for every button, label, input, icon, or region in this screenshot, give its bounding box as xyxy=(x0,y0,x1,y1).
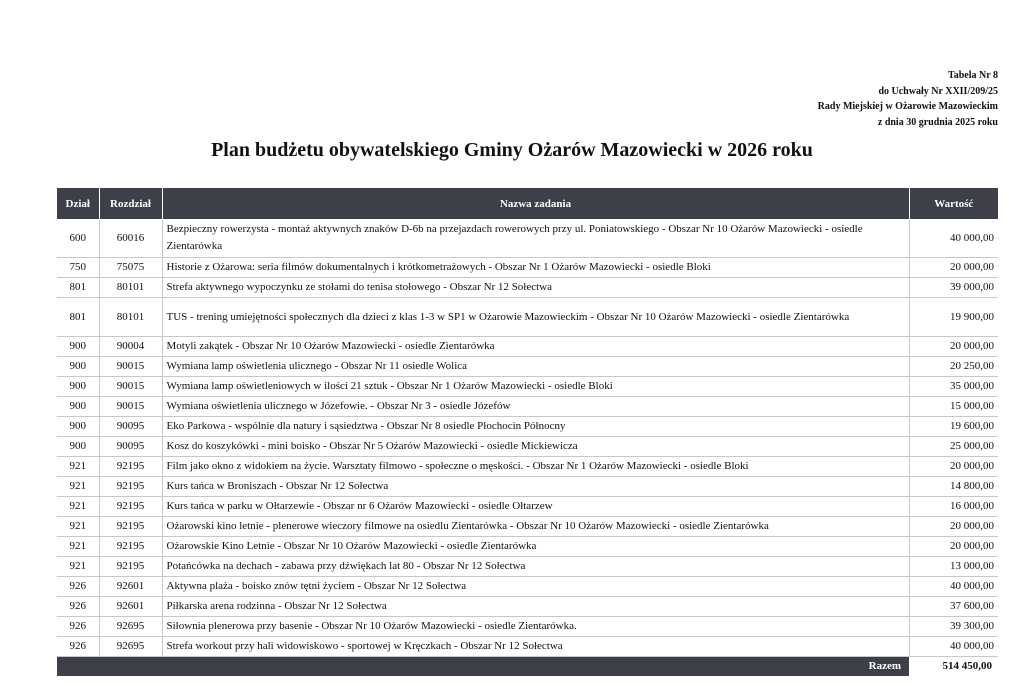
cell-rozdzial: 90015 xyxy=(99,357,162,377)
total-label: Razem xyxy=(57,657,909,677)
cell-dzial: 801 xyxy=(57,298,99,337)
cell-wartosc: 35 000,00 xyxy=(909,377,998,397)
table-row xyxy=(57,417,998,437)
cell-nazwa: Kosz do koszykówki - mini boisko - Obszar Nr 5 Ożarów Mazowiecki - osiedle Mickiewicza xyxy=(162,437,909,457)
cell-dzial: 926 xyxy=(57,577,99,597)
cell-dzial: 900 xyxy=(57,377,99,397)
cell-wartosc: 20 000,00 xyxy=(909,457,998,477)
cell-wartosc: 20 000,00 xyxy=(909,258,998,278)
cell-rozdzial: 80101 xyxy=(99,298,162,337)
cell-nazwa: Kurs tańca w parku w Ołtarzewie - Obszar nr 6 Ożarów Mazowiecki - osiedle Ołtarzew xyxy=(162,497,909,517)
cell-rozdzial: 90004 xyxy=(99,337,162,357)
cell-dzial: 900 xyxy=(57,397,99,417)
page-title: Plan budżetu obywatelskiego Gminy Ożarów Mazowiecki w 2026 roku xyxy=(211,139,813,161)
cell-nazwa: Wymiana lamp oświetleniowych w ilości 21 sztuk - Obszar Nr 1 Ożarów Mazowiecki - osiedle Bloki xyxy=(162,377,909,397)
table-row xyxy=(57,537,998,557)
column-header-wartosc: Wartość xyxy=(909,188,998,219)
cell-nazwa: TUS - trening umiejętności społecznych dla dzieci z klas 1-3 w SP1 w Ożarowie Mazowieckim - Obszar Nr 10 Ożarów Mazowiecki - osiedle Zientarówka xyxy=(162,298,909,337)
cell-dzial: 750 xyxy=(57,258,99,278)
cell-wartosc: 20 000,00 xyxy=(909,537,998,557)
cell-dzial: 600 xyxy=(57,219,99,258)
table-row xyxy=(57,298,998,337)
cell-wartosc: 20 000,00 xyxy=(909,517,998,537)
cell-rozdzial: 92195 xyxy=(99,517,162,537)
table-row xyxy=(57,517,998,537)
cell-nazwa: Film jako okno z widokiem na życie. Warsztaty filmowo - społeczne o męskości. - Obszar Nr 1 Ożarów Mazowiecki - osiedle Bloki xyxy=(162,457,909,477)
cell-dzial: 921 xyxy=(57,517,99,537)
table-row xyxy=(57,337,998,357)
cell-rozdzial: 92195 xyxy=(99,457,162,477)
cell-dzial: 921 xyxy=(57,477,99,497)
cell-nazwa: Ożarowskie Kino Letnie - Obszar Nr 10 Ożarów Mazowiecki - osiedle Zientarówka xyxy=(162,537,909,557)
cell-nazwa: Wymiana oświetlenia ulicznego w Józefowie. - Obszar Nr 3 - osiedle Józefów xyxy=(162,397,909,417)
cell-wartosc: 13 000,00 xyxy=(909,557,998,577)
cell-dzial: 921 xyxy=(57,557,99,577)
total-row xyxy=(57,657,998,677)
cell-nazwa: Bezpieczny rowerzysta - montaż aktywnych znaków D-6b na przejazdach rowerowych przy ul. Poniatowskiego - Obszar Nr 10 Ożarów Mazowiecki - osiedle Zientarówka xyxy=(162,219,909,258)
cell-dzial: 900 xyxy=(57,437,99,457)
cell-wartosc: 39 300,00 xyxy=(909,617,998,637)
cell-rozdzial: 60016 xyxy=(99,219,162,258)
cell-nazwa: Piłkarska arena rodzinna - Obszar Nr 12 Sołectwa xyxy=(162,597,909,617)
resolution-header xyxy=(818,68,998,130)
cell-rozdzial: 90095 xyxy=(99,437,162,457)
table-row xyxy=(57,637,998,657)
cell-rozdzial: 92695 xyxy=(99,617,162,637)
cell-wartosc: 16 000,00 xyxy=(909,497,998,517)
table-row xyxy=(57,397,998,417)
cell-wartosc: 15 000,00 xyxy=(909,397,998,417)
cell-wartosc: 40 000,00 xyxy=(909,577,998,597)
cell-nazwa: Ożarowski kino letnie - plenerowe wieczory filmowe na osiedlu Zientarówka - Obszar Nr 10 Ożarów Mazowiecki - osiedle Zientarówka xyxy=(162,517,909,537)
cell-wartosc: 19 600,00 xyxy=(909,417,998,437)
table-row xyxy=(57,617,998,637)
cell-wartosc: 40 000,00 xyxy=(909,219,998,258)
cell-rozdzial: 92601 xyxy=(99,577,162,597)
cell-rozdzial: 75075 xyxy=(99,258,162,278)
cell-nazwa: Potańcówka na dechach - zabawa przy dźwiękach lat 80 - Obszar Nr 12 Sołectwa xyxy=(162,557,909,577)
cell-nazwa: Wymiana lamp oświetlenia ulicznego - Obszar Nr 11 osiedle Wolica xyxy=(162,357,909,377)
cell-wartosc: 20 250,00 xyxy=(909,357,998,377)
table-number: Tabela Nr 8 xyxy=(947,70,998,81)
cell-rozdzial: 92195 xyxy=(99,537,162,557)
column-header-rozdzial: Rozdział xyxy=(99,188,162,219)
cell-nazwa: Eko Parkowa - wspólnie dla natury i sąsiedztwa - Obszar Nr 8 osiedle Płochocin Północny xyxy=(162,417,909,437)
table-header-row xyxy=(57,188,998,219)
cell-rozdzial: 90015 xyxy=(99,377,162,397)
table-row xyxy=(57,577,998,597)
cell-rozdzial: 92601 xyxy=(99,597,162,617)
cell-dzial: 801 xyxy=(57,278,99,298)
cell-rozdzial: 90015 xyxy=(99,397,162,417)
cell-dzial: 921 xyxy=(57,457,99,477)
cell-wartosc: 14 800,00 xyxy=(909,477,998,497)
column-header-nazwa: Nazwa zadania xyxy=(162,188,909,219)
table-row xyxy=(57,278,998,298)
cell-nazwa: Historie z Ożarowa: seria filmów dokumentalnych i krótkometrażowych - Obszar Nr 1 Ożarów Mazowiecki - osiedle Bloki xyxy=(162,258,909,278)
cell-dzial: 900 xyxy=(57,357,99,377)
cell-dzial: 900 xyxy=(57,417,99,437)
cell-dzial: 900 xyxy=(57,337,99,357)
cell-dzial: 921 xyxy=(57,497,99,517)
table-row xyxy=(57,557,998,577)
table-row xyxy=(57,219,998,258)
cell-nazwa: Kurs tańca w Broniszach - Obszar Nr 12 Sołectwa xyxy=(162,477,909,497)
table-row xyxy=(57,357,998,377)
resolution-number: do Uchwały Nr XXII/209/25 xyxy=(878,85,998,97)
cell-nazwa: Aktywna plaża - boisko znów tętni życiem - Obszar Nr 12 Sołectwa xyxy=(162,577,909,597)
cell-nazwa: Strefa aktywnego wypoczynku ze stołami do tenisa stołowego - Obszar Nr 12 Sołectwa xyxy=(162,278,909,298)
table-row xyxy=(57,477,998,497)
table-row xyxy=(57,597,998,617)
table-row xyxy=(57,457,998,477)
cell-wartosc: 39 000,00 xyxy=(909,278,998,298)
council-name: Rady Miejskiej w Ożarowie Mazowieckim xyxy=(817,101,998,112)
budget-table xyxy=(57,188,998,676)
column-header-dzial: Dział xyxy=(57,188,99,219)
cell-dzial: 926 xyxy=(57,617,99,637)
cell-rozdzial: 92195 xyxy=(99,557,162,577)
table-row xyxy=(57,497,998,517)
cell-wartosc: 19 900,00 xyxy=(909,298,998,337)
cell-wartosc: 20 000,00 xyxy=(909,337,998,357)
cell-nazwa: Motyli zakątek - Obszar Nr 10 Ożarów Mazowiecki - osiedle Zientarówka xyxy=(162,337,909,357)
total-value: 514 450,00 xyxy=(909,657,998,677)
cell-rozdzial: 90095 xyxy=(99,417,162,437)
resolution-date: z dnia 30 grudnia 2025 roku xyxy=(877,116,998,128)
table-row xyxy=(57,437,998,457)
cell-nazwa: Strefa workout przy hali widowiskowo - sportowej w Kręczkach - Obszar Nr 12 Sołectwa xyxy=(162,637,909,657)
cell-dzial: 921 xyxy=(57,537,99,557)
cell-dzial: 926 xyxy=(57,637,99,657)
cell-wartosc: 37 600,00 xyxy=(909,597,998,617)
cell-wartosc: 25 000,00 xyxy=(909,437,998,457)
cell-nazwa: Siłownia plenerowa przy basenie - Obszar Nr 10 Ożarów Mazowiecki - osiedle Zientarówka. xyxy=(162,617,909,637)
cell-dzial: 926 xyxy=(57,597,99,617)
cell-rozdzial: 92695 xyxy=(99,637,162,657)
table-row xyxy=(57,377,998,397)
table-row xyxy=(57,258,998,278)
cell-wartosc: 40 000,00 xyxy=(909,637,998,657)
cell-rozdzial: 92195 xyxy=(99,477,162,497)
cell-rozdzial: 80101 xyxy=(99,278,162,298)
cell-rozdzial: 92195 xyxy=(99,497,162,517)
